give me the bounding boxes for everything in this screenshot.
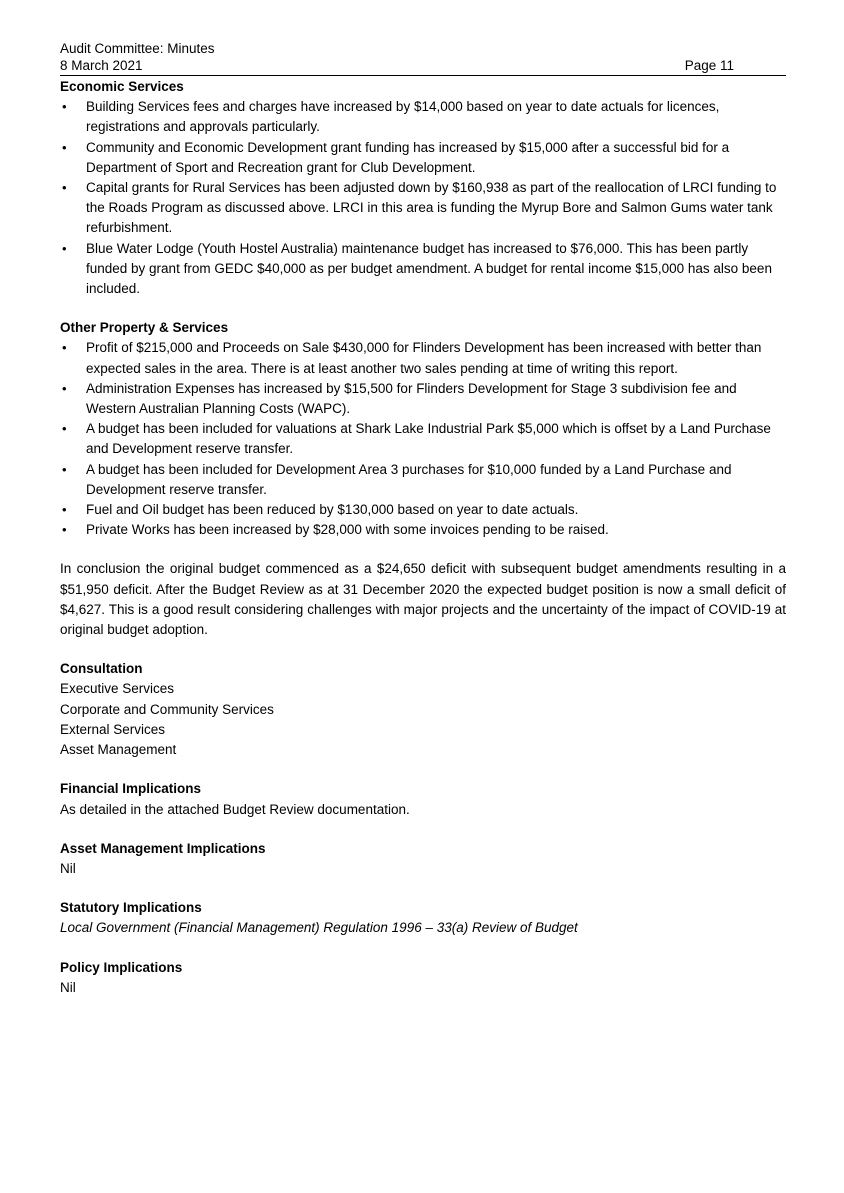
- list-item: • Administration Expenses has increased by $15,500 for Flinders Development for Stage 3 subdivision fee and Western Australian Planning Costs (WAPC).: [86, 379, 786, 419]
- list-item: • Community and Economic Development grant funding has increased by $15,000 after a successful bid for a Department of Sport and Recreation grant for Club Development.: [86, 138, 786, 178]
- list-item: • Profit of $215,000 and Proceeds on Sale $430,000 for Flinders Development has been increased with better than expected sales in the area. There is at least another two sales pending at time of writing this report.: [86, 338, 786, 378]
- financial-implications-heading: Financial Implications: [60, 781, 202, 797]
- list-item: • Fuel and Oil budget has been reduced by $130,000 based on year to date actuals.: [86, 500, 786, 520]
- consultation-line: Asset Management: [60, 742, 177, 758]
- header-title: Audit Committee: Minutes: [60, 41, 215, 56]
- other-property-list: [60, 338, 786, 540]
- financial-implications-text: As detailed in the attached Budget Review documentation.: [60, 801, 410, 817]
- asset-management-text: Nil: [60, 860, 76, 876]
- page-number: Page 11: [684, 58, 734, 73]
- economic-services-heading: Economic Services: [60, 79, 184, 94]
- conclusion-paragraph: In conclusion the original budget commenced as a $24,650 deficit with subsequent budget amendments resulting in a $51,950 deficit. After the Budget Review as at 31 December 2020 the expected budget position is now a small deficit of $4,627. This is a good result considering challenges with major projects and the uncertainty of the impact of COVID-19 at original budget adoption.: [60, 561, 786, 638]
- other-property-heading: Other Property & Services: [60, 320, 229, 336]
- list-item: • A budget has been included for Development Area 3 purchases for $10,000 funded by a Land Purchase and Development reserve transfer.: [86, 460, 786, 500]
- list-item: • Blue Water Lodge (Youth Hostel Australia) maintenance budget has increased to $76,000. This has been partly funded by grant from GEDC $40,000 as per budget amendment. A budget for rental income $15,000 has also been included.: [86, 239, 786, 300]
- document-body: [60, 77, 786, 998]
- economic-services-list: [60, 97, 786, 299]
- consultation-heading: Consultation: [60, 661, 143, 677]
- policy-implications-heading: Policy Implications: [60, 959, 183, 975]
- document-page: [60, 40, 786, 998]
- consultation-line: External Services: [60, 721, 166, 737]
- statutory-implications-heading: Statutory Implications: [60, 900, 202, 916]
- asset-management-heading: Asset Management Implications: [60, 840, 266, 856]
- consultation-line: Executive Services: [60, 681, 175, 697]
- consultation-line: Corporate and Community Services: [60, 701, 274, 717]
- list-item: • Private Works has been increased by $28,000 with some invoices pending to be raised.: [86, 520, 786, 540]
- header-date: 8 March 2021: [60, 58, 143, 73]
- statutory-implications-text: Local Government (Financial Management) Regulation 1996 – 33(a) Review of Budget: [60, 920, 578, 936]
- list-item: • Capital grants for Rural Services has been adjusted down by $160,938 as part of the reallocation of LRCI funding to the Roads Program as discussed above. LRCI in this area is funding the Myrup Bore and Salmon Gums water tank refurbishment.: [86, 178, 786, 239]
- header-row: [60, 57, 786, 76]
- policy-implications-text: Nil: [60, 979, 76, 995]
- list-item: • Building Services fees and charges have increased by $14,000 based on year to date actuals for licences, registrations and approvals particularly.: [86, 97, 786, 137]
- list-item: • A budget has been included for valuations at Shark Lake Industrial Park $5,000 which is offset by a Land Purchase and Development reserve transfer.: [86, 419, 786, 459]
